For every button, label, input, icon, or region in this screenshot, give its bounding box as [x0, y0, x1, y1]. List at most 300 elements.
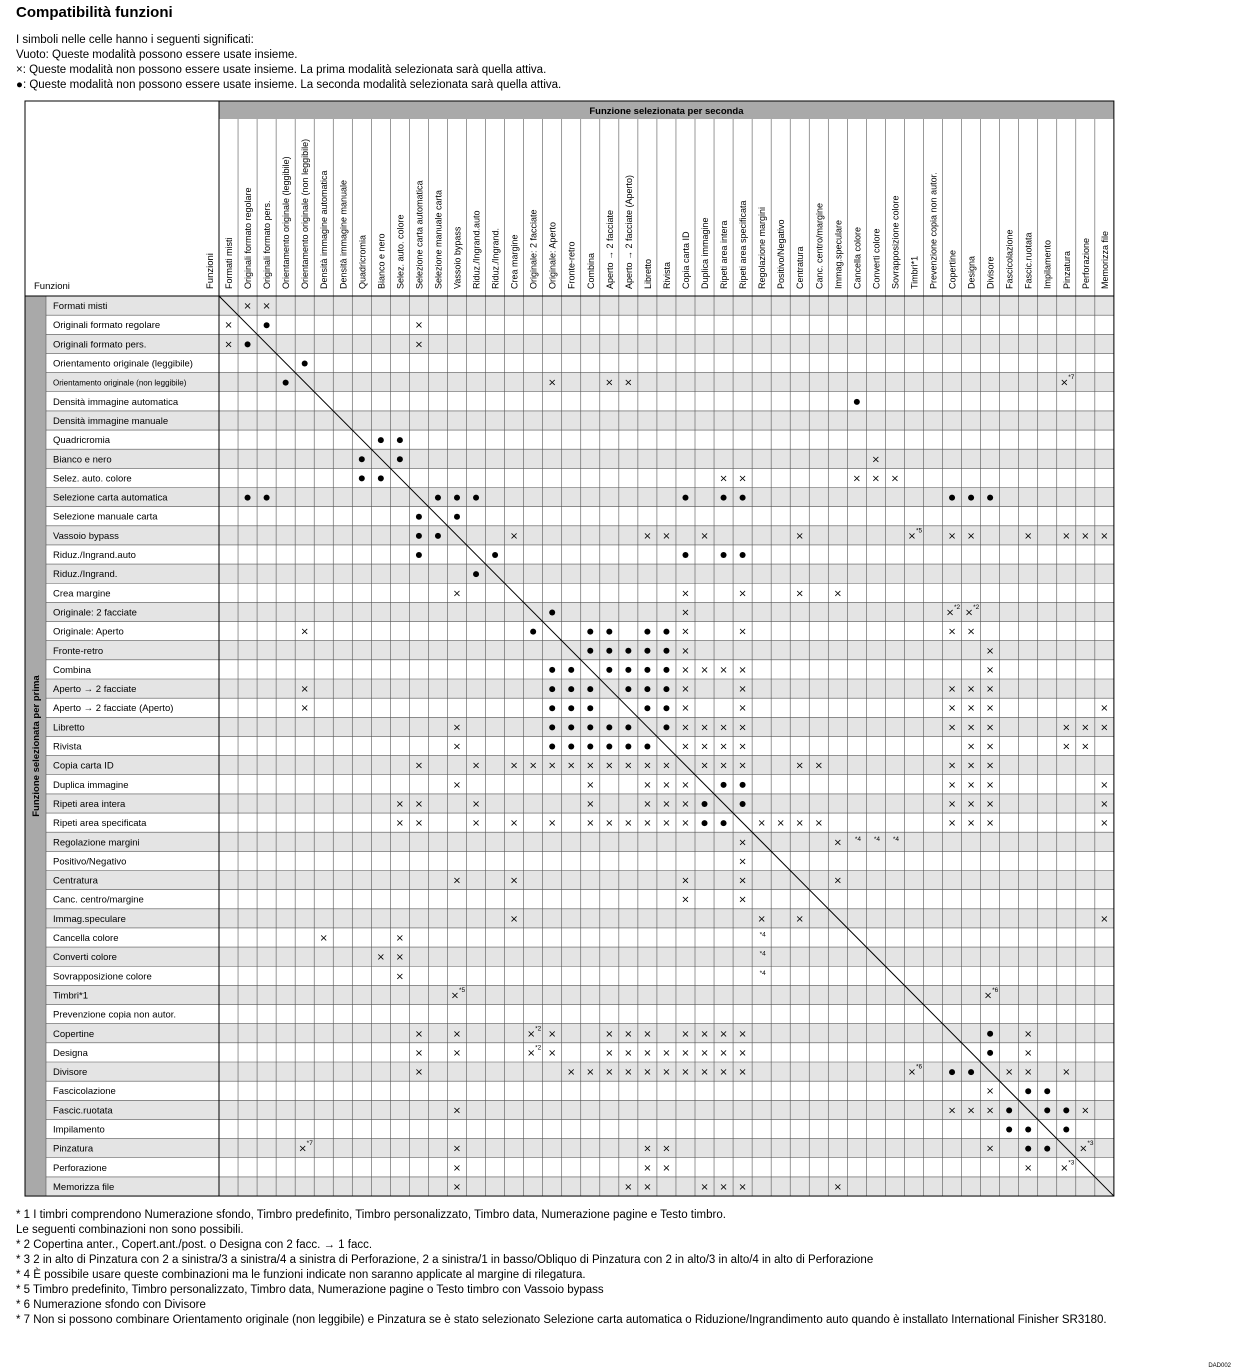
column-label: Selez. auto. colore [395, 214, 406, 289]
dot-mark [1006, 1127, 1012, 1133]
dot-mark [568, 744, 574, 750]
cross-mark: × [947, 779, 957, 791]
row-background [46, 985, 1114, 1004]
cross-mark: × [738, 473, 747, 485]
cross-mark: × [719, 760, 728, 772]
cross-mark: × [738, 741, 747, 753]
cross-mark: × [1081, 530, 1090, 542]
cross-mark: × [624, 1181, 633, 1193]
dot-mark [549, 686, 555, 692]
cross-mark: × [643, 779, 652, 791]
dot-mark [587, 705, 593, 711]
column-label: Riduz./Ingrand.auto [471, 210, 482, 289]
dot-mark [264, 322, 270, 328]
cross-mark: × [985, 703, 995, 715]
cross-mark: × [681, 1047, 690, 1059]
column-label: Libretto [642, 258, 653, 289]
cross-mark: × [738, 703, 747, 715]
cross-mark: × [681, 703, 690, 715]
row-background [46, 430, 1114, 449]
footnote-6: * 6 Numerazione sfondo con Divisore [16, 1299, 206, 1311]
cross-mark: × [681, 1028, 690, 1040]
column-label: Divisore [985, 256, 996, 289]
cross-mark: × [814, 818, 823, 830]
footnote-3: * 3 2 in alto di Pinzatura con 2 a sinistra/3 a sinistra/4 a sinistra di Perforazione, 2 a sinistra/1 in basso/Obliquo di Pinzatura con 2 in alto/3 in alto/4 in alto di Perforazione [16, 1254, 874, 1266]
footnote-7: * 7 Non si possono combinare Orientamento originale (non leggibile) e Pinzatura se è stato selezionato Selezione carta automatica o Riduzione/Ingrandimento auto quando è installato International Finisher SR3180. [16, 1314, 1107, 1326]
cross-mark: × [1024, 1047, 1033, 1059]
cross-mark: × [395, 818, 405, 830]
column-label: Riduz./Ingrand. [490, 227, 501, 289]
cross-mark: × [1024, 1067, 1033, 1079]
cross-mark: × [643, 1162, 652, 1174]
cross-mark: × [985, 798, 995, 810]
row-label: Copia carta ID [53, 760, 114, 772]
row-background [46, 1043, 1114, 1062]
dot-mark [568, 667, 574, 673]
cross-mark: × [414, 798, 424, 810]
cross-mark: × [795, 588, 804, 600]
dot-mark [644, 648, 650, 654]
dot-mark [1025, 1146, 1031, 1152]
dot-mark [454, 495, 460, 501]
cross-mark: × [985, 1105, 995, 1117]
legend-empty: Vuoto: Queste modalità possono essere usate insieme. [16, 49, 298, 61]
row-label: Selez. auto. colore [53, 473, 132, 485]
dot-mark [644, 629, 650, 635]
cross-mark: × [966, 798, 976, 810]
cross-mark: × [643, 1028, 652, 1040]
dot-mark [968, 495, 974, 501]
cross-mark: × [738, 894, 747, 906]
cross-mark: × [1062, 1067, 1071, 1079]
cross-mark: × [662, 1067, 671, 1079]
cross-mark: × [1100, 798, 1109, 810]
dot-mark [606, 667, 612, 673]
cross-mark: × [985, 664, 995, 676]
cross-mark: × [624, 1067, 633, 1079]
column-label: Originali formato pers. [262, 200, 273, 289]
footnote-1: * 1 I timbri comprendono Numerazione sfondo, Timbro predefinito, Timbro personalizzato, Timbro data, Numerazione pagine e Testo timbro. [16, 1209, 726, 1221]
cross-mark: × [681, 894, 690, 906]
row-label: Bianco e nero [53, 454, 112, 466]
row-background [46, 1024, 1114, 1043]
cross-mark: × [414, 1047, 424, 1059]
column-label: Crea margine [509, 234, 520, 289]
column-label: Combina [585, 252, 596, 289]
column-label: Memorizza file [1099, 230, 1110, 289]
cross-mark: × [414, 320, 424, 332]
column-label: Ripeti area specificata [738, 200, 749, 289]
first-header-label: Funzione selezionata per prima [31, 675, 42, 817]
cross-mark: × [452, 875, 462, 887]
cross-mark: × [719, 1067, 728, 1079]
row-label: Perforazione [53, 1162, 107, 1174]
cross-mark: × [738, 664, 747, 676]
cross-mark: × [700, 664, 709, 676]
cross-mark: × [452, 1162, 462, 1174]
cross-mark: × [243, 301, 252, 313]
dot-mark [987, 1050, 993, 1056]
footnote-ref: *2 [954, 603, 961, 611]
row-label: Ripeti area intera [53, 798, 126, 810]
dot-mark [702, 820, 708, 826]
cross-mark: × [298, 1143, 307, 1155]
row-label: Originali formato regolare [53, 320, 161, 332]
dot-mark [245, 341, 251, 347]
row-label: Selezione carta automatica [53, 492, 168, 504]
column-label: Centratura [795, 246, 806, 289]
row-label: Fronte-retro [53, 645, 104, 657]
row-background [46, 1177, 1114, 1196]
column-label: Regolazione margini [757, 206, 768, 289]
cross-mark: × [833, 837, 842, 849]
footnote-ref: *4 [759, 969, 766, 977]
cross-mark: × [414, 1028, 424, 1040]
dot-mark [625, 724, 631, 730]
cross-mark: × [719, 473, 728, 485]
cross-mark: × [719, 664, 728, 676]
row-background [46, 871, 1114, 890]
cross-mark: × [947, 722, 957, 734]
row-label: Divisore [53, 1067, 88, 1079]
row-label: Aperto → 2 facciate [53, 684, 137, 696]
row-label: Orientamento originale (non leggibile) [53, 378, 187, 388]
dot-mark [473, 495, 479, 501]
row-label: Aperto → 2 facciate (Aperto) [53, 703, 174, 715]
cross-mark: × [833, 1181, 842, 1193]
cross-mark: × [985, 1143, 995, 1155]
dot-mark [397, 456, 403, 462]
row-label: Prevenzione copia non autor. [53, 1009, 177, 1021]
cross-mark: × [700, 722, 709, 734]
row-label: Originali formato pers. [53, 339, 147, 351]
dot-mark [435, 533, 441, 539]
row-background [46, 1081, 1114, 1100]
row-background [46, 947, 1114, 966]
column-label: Selezione carta automatica [414, 180, 425, 289]
cross-mark: × [966, 626, 976, 638]
footnotes [16, 1208, 1107, 1328]
dot-mark [283, 380, 289, 386]
cross-mark: × [224, 339, 233, 351]
dot-mark [644, 705, 650, 711]
cross-mark: × [738, 837, 747, 849]
cross-mark: × [738, 1181, 747, 1193]
document-code: DAD002 [1208, 1363, 1231, 1369]
dot-mark [587, 629, 593, 635]
cross-mark: × [700, 741, 709, 753]
footnote-ref: *4 [759, 950, 766, 958]
row-background [46, 1005, 1114, 1024]
dot-mark [663, 648, 669, 654]
cross-mark: × [757, 818, 766, 830]
dot-mark [568, 686, 574, 692]
dot-mark [606, 744, 612, 750]
dot-mark [587, 724, 593, 730]
cross-mark: × [452, 779, 462, 791]
cross-mark: × [719, 1181, 728, 1193]
cross-mark: × [795, 818, 804, 830]
column-label: Aperto → 2 facciate [604, 209, 615, 289]
cross-mark: × [624, 1028, 633, 1040]
column-label: Canc. centro/margine [814, 202, 825, 289]
footnote-ref: *4 [873, 835, 881, 843]
cross-mark: × [681, 607, 690, 619]
dot-mark [721, 820, 727, 826]
row-label: Centratura [53, 875, 98, 887]
footnote-ref: *5 [459, 986, 466, 994]
footnote-intro: Le seguenti combinazioni non sono possibili. [16, 1224, 244, 1236]
cross-mark: × [966, 722, 976, 734]
footnote-ref: *7 [306, 1140, 313, 1148]
cross-mark: × [471, 760, 481, 772]
dot-mark [606, 724, 612, 730]
dot-mark [587, 744, 593, 750]
row-label: Vassoio bypass [53, 530, 119, 542]
dot-mark [721, 552, 727, 558]
row-label: Originale: Aperto [53, 626, 124, 638]
cross-mark: × [605, 377, 614, 389]
cross-mark: × [871, 454, 881, 466]
cross-mark: × [1024, 530, 1033, 542]
cross-mark: × [738, 875, 747, 887]
cross-mark: × [985, 779, 995, 791]
cross-mark: × [586, 760, 595, 772]
dot-mark [1044, 1107, 1050, 1113]
column-label: Ripeti area intera [719, 220, 730, 289]
cross-mark: × [452, 741, 462, 753]
row-background [46, 909, 1114, 928]
cross-mark: × [624, 818, 633, 830]
column-label: Fronte-retro [566, 241, 577, 289]
row-label: Orientamento originale (leggibile) [53, 358, 193, 370]
cross-mark: × [643, 530, 652, 542]
dot-mark [625, 667, 631, 673]
row-background [46, 564, 1114, 583]
cross-mark: × [624, 760, 633, 772]
dot-mark [1063, 1127, 1069, 1133]
cross-mark: × [700, 1181, 709, 1193]
dot-mark [968, 1069, 974, 1075]
row-label: Copertine [53, 1028, 95, 1040]
cross-mark: × [1004, 1067, 1014, 1079]
row-label: Crea margine [53, 588, 111, 600]
dot-mark [264, 495, 270, 501]
column-label: Vassoio bypass [452, 226, 463, 289]
cross-mark: × [395, 952, 405, 964]
dot-mark [416, 533, 422, 539]
cross-mark: × [681, 664, 690, 676]
column-label: Originale: Aperto [547, 221, 558, 289]
cross-mark: × [605, 1047, 614, 1059]
cross-mark: × [624, 1047, 633, 1059]
cross-mark: × [1100, 722, 1109, 734]
cross-mark: × [700, 1067, 709, 1079]
cross-mark: × [605, 760, 614, 772]
dot-mark [587, 648, 593, 654]
column-label: Bianco e nero [376, 233, 387, 289]
cross-mark: × [795, 913, 804, 925]
row-label: Fascic.ruotata [53, 1105, 113, 1117]
dot-mark [530, 629, 536, 635]
cross-mark: × [852, 473, 862, 485]
dot-mark [625, 648, 631, 654]
dot-mark [549, 705, 555, 711]
row-label: Riduz./Ingrand. [53, 569, 118, 581]
cross-mark: × [643, 1143, 652, 1155]
row-background [46, 411, 1114, 430]
cross-mark: × [548, 760, 557, 772]
dot-mark [663, 686, 669, 692]
row-background [46, 296, 1114, 315]
cross-mark: × [662, 760, 671, 772]
cross-mark: × [567, 1067, 576, 1079]
dot-mark [549, 609, 555, 615]
column-label: Pinzatura [1061, 250, 1072, 289]
legend-cross: ×: Queste modalità non possono essere usate insieme. La prima modalità selezionata sarà quella attiva. [16, 64, 547, 76]
cross-mark: × [738, 588, 747, 600]
column-label: Prevenzione copia non autor. [928, 172, 939, 289]
cross-mark: × [643, 1181, 652, 1193]
footnote-ref: *6 [992, 986, 999, 994]
footnote-5: * 5 Timbro predefinito, Timbro personalizzato, Timbro data, Numerazione pagine o Testo timbro con Vassoio bypass [16, 1284, 604, 1296]
column-label: Immag.speculare [833, 219, 844, 289]
dot-mark [1025, 1088, 1031, 1094]
cross-mark: × [1062, 530, 1071, 542]
dot-mark [302, 361, 308, 367]
cross-mark: × [452, 1028, 462, 1040]
dot-mark [359, 456, 365, 462]
dot-mark [740, 552, 746, 558]
dot-mark [568, 705, 574, 711]
row-label: Canc. centro/margine [53, 894, 144, 906]
cross-mark: × [681, 741, 690, 753]
cross-mark: × [738, 856, 747, 868]
cross-mark: × [526, 1028, 536, 1040]
cross-mark: × [662, 818, 671, 830]
cross-mark: × [966, 741, 976, 753]
cross-mark: × [966, 760, 976, 772]
cross-mark: × [907, 1067, 917, 1079]
dot-mark [644, 667, 650, 673]
dot-mark [454, 514, 460, 520]
cross-mark: × [738, 760, 747, 772]
dot-mark [740, 495, 746, 501]
column-label: Converti colore [871, 228, 882, 289]
footnote-ref: *2 [973, 603, 980, 611]
row-background [46, 851, 1114, 870]
cross-mark: × [452, 588, 462, 600]
dot-mark [606, 629, 612, 635]
column-label: Copia carta ID [680, 231, 691, 289]
cross-mark: × [983, 990, 993, 1002]
cross-mark: × [452, 1143, 462, 1155]
dot-mark [949, 495, 955, 501]
cross-mark: × [1100, 703, 1109, 715]
row-background [46, 583, 1114, 602]
cross-mark: × [947, 530, 957, 542]
cross-mark: × [947, 1105, 957, 1117]
cross-mark: × [643, 760, 652, 772]
column-label: Originali formato regolare [243, 187, 254, 289]
column-label: Orientamento originale (leggibile) [281, 156, 292, 289]
row-background [46, 315, 1114, 334]
row-background [46, 468, 1114, 487]
row-background [46, 392, 1114, 411]
cross-mark: × [643, 798, 652, 810]
cross-mark: × [300, 626, 309, 638]
dot-mark [682, 495, 688, 501]
row-background [46, 832, 1114, 851]
cross-mark: × [526, 1047, 536, 1059]
row-background [46, 660, 1114, 679]
cross-mark: × [681, 779, 690, 791]
cross-mark: × [833, 875, 842, 887]
cross-mark: × [1079, 1143, 1088, 1155]
row-label: Regolazione margini [53, 837, 140, 849]
footnote-ref: *5 [915, 527, 923, 535]
cross-mark: × [450, 990, 460, 1002]
cross-mark: × [871, 473, 881, 485]
cross-mark: × [681, 818, 690, 830]
column-label: Aperto → 2 facciate (Aperto) [623, 174, 634, 289]
cross-mark: × [605, 818, 614, 830]
cross-mark: × [947, 798, 957, 810]
cross-mark: × [395, 971, 405, 983]
footnote-ref: *3 [1087, 1140, 1094, 1148]
row-label: Designa [53, 1047, 88, 1059]
column-label: Fascic.ruotata [1023, 232, 1034, 289]
dot-mark [568, 724, 574, 730]
cross-mark: × [985, 760, 995, 772]
cross-mark: × [509, 875, 519, 887]
dot-mark [1044, 1088, 1050, 1094]
column-label: Formati misti [224, 237, 235, 289]
cross-mark: × [586, 798, 595, 810]
dot-mark [740, 782, 746, 788]
dot-mark [245, 495, 251, 501]
cross-mark: × [738, 1047, 747, 1059]
cross-mark: × [548, 377, 557, 389]
cross-mark: × [624, 377, 633, 389]
cross-mark: × [947, 760, 957, 772]
cross-mark: × [814, 760, 823, 772]
cross-mark: × [414, 818, 424, 830]
cross-mark: × [1100, 818, 1109, 830]
footnote-ref: *6 [915, 1063, 923, 1071]
cross-mark: × [1100, 779, 1109, 791]
cross-mark: × [395, 798, 405, 810]
cross-mark: × [966, 530, 976, 542]
row-label: Duplica immagine [53, 779, 129, 791]
row-label: Cancella colore [53, 933, 119, 945]
cross-mark: × [681, 1067, 690, 1079]
column-label: Densità immagine automatica [319, 170, 330, 289]
cross-mark: × [719, 1028, 728, 1040]
dot-mark [416, 514, 422, 520]
row-background [46, 641, 1114, 660]
footnote-ref: *2 [535, 1044, 542, 1052]
column-label: Positivo/Negativo [776, 219, 787, 289]
cross-mark: × [1081, 741, 1090, 753]
cross-mark: × [262, 301, 271, 313]
row-label: Selezione manuale carta [53, 511, 158, 523]
row-label: Converti colore [53, 952, 117, 964]
column-label: Impilamento [1042, 239, 1053, 289]
row-background [46, 373, 1114, 392]
dot-mark [1025, 1127, 1031, 1133]
cross-mark: × [681, 626, 690, 638]
